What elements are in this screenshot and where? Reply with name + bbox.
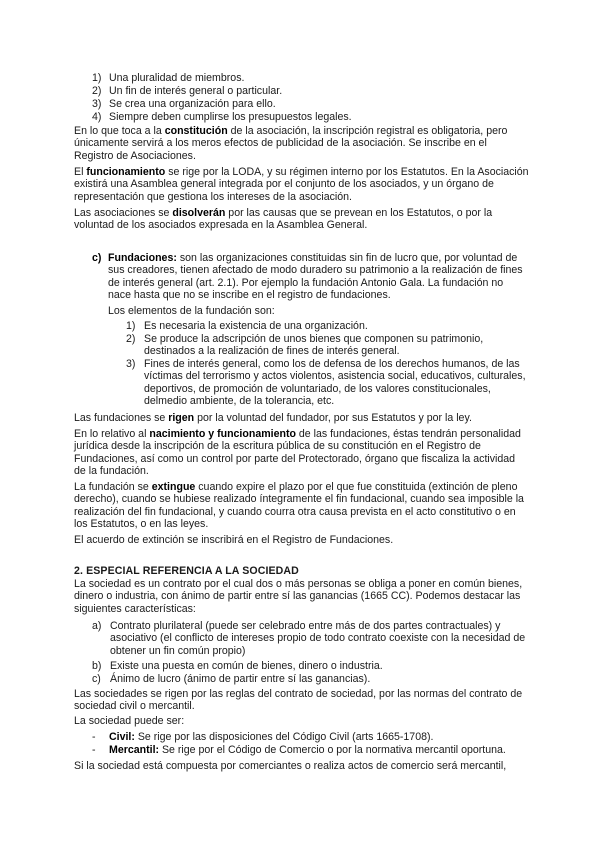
list-item bbox=[92, 98, 276, 110]
list-number: 2) bbox=[92, 85, 102, 97]
list-text: Se produce la adscripción de unos bienes que componen su patrimonio, destinados a la realización de fines de interés general. bbox=[144, 333, 484, 358]
list-item bbox=[92, 85, 283, 97]
paragraph-constitucion: En lo que toca a la constitución de la asociación, la inscripción registral es obligatoria, pero únicamente servirá a los meros efectos de publicidad de la asociación. Se inscribe en el Registro de Asociaciones. bbox=[74, 125, 508, 162]
list-item bbox=[126, 358, 531, 408]
list-number: a) bbox=[92, 620, 102, 632]
list-text: Es necesaria la existencia de una organización. bbox=[144, 320, 368, 332]
list-text: Existe una puesta en común de bienes, dinero o industria. bbox=[110, 660, 383, 672]
list-number: 2) bbox=[126, 333, 136, 345]
list-text: Una pluralidad de miembros. bbox=[109, 72, 245, 84]
paragraph-fundaciones: Fundaciones: son las organizaciones constituidas sin fin de lucro que, por voluntad de sus creadores, tienen afectado de modo duradero su patrimonio a la realización de fines de interés general (art. 2.1). Por ejemplo la fundación Antonio Gala. La fundación no nace hasta que no se inscribe en el registro de fundaciones. bbox=[108, 252, 523, 302]
fund-elements-intro: Los elementos de la fundación son: bbox=[108, 305, 275, 317]
list-dash: - bbox=[92, 744, 96, 756]
paragraph-nacimiento: En lo relativo al nacimiento y funcionamiento de las fundaciones, éstas tendrán personalidad jurídica desde la inscripción de la escritura pública de su constitución en el Registro de Fundaciones, así como un control por parte del Protectorado, órgano que fiscaliza la actividad de la fundación. bbox=[74, 428, 521, 478]
list-dash: - bbox=[92, 731, 96, 743]
list-item bbox=[126, 320, 531, 332]
fund-marker: c) bbox=[92, 252, 102, 264]
paragraph-reglas: Las sociedades se rigen por las reglas del contrato de sociedad, por las normas del contrato de sociedad civil o mercantil. bbox=[74, 688, 523, 713]
paragraph-rigen: Las fundaciones se rigen por la voluntad del fundador, por sus Estatutos y por la ley. bbox=[74, 412, 472, 424]
list-number: b) bbox=[92, 660, 102, 672]
list-text: Siempre deben cumplirse los presupuestos legales. bbox=[109, 111, 352, 123]
list-text: Contrato plurilateral (puede ser celebrado entre más de dos partes contractuales) y asociativo (el conflicto de intereses propio de todo contrato coexiste con la necesidad de obtener un fin común propio) bbox=[110, 620, 526, 657]
list-text: Fines de interés general, como los de defensa de los derechos humanos, de las víctimas del terrorismo y actos violentos, asistencia social, educativos, culturales, deportivos, de promoción de voluntariado, de los valores constitucionales, delmedio ambiente, de la tolerancia, etc. bbox=[144, 358, 526, 408]
list-text: Se crea una organización para ello. bbox=[109, 98, 276, 110]
list-item bbox=[92, 673, 530, 685]
list-item bbox=[92, 660, 530, 672]
paragraph-extingue: La fundación se extingue cuando expire el plazo por el que fue constituida (extinción de pleno derecho), cuando se hubiese realizado íntegramente el fin fundacional, cuando sea imposible la realización del fin fundacional, y cuando courra otra causa prevista en el acto constitutivo o en los Estatutos, o en las leyes. bbox=[74, 481, 524, 531]
list-number: 3) bbox=[92, 98, 102, 110]
list-item bbox=[92, 620, 530, 657]
list-number: 3) bbox=[126, 358, 136, 370]
list-item bbox=[92, 111, 352, 123]
list-item: - Mercantil: Se rige por el Código de Comercio o por la normativa mercantil oportuna. bbox=[92, 744, 506, 756]
list-item bbox=[92, 72, 245, 84]
list-text: Ánimo de lucro (ánimo de partir entre sí las ganancias). bbox=[110, 673, 371, 685]
list-number: 4) bbox=[92, 111, 102, 123]
paragraph-last: Si la sociedad está compuesta por comerciantes o realiza actos de comercio será mercantil, bbox=[74, 760, 507, 772]
list-number: c) bbox=[92, 673, 101, 685]
paragraph-sociedad-intro: La sociedad es un contrato por el cual dos o más personas se obliga a poner en común bienes, dinero o industria, con ánimo de partir entre sí las ganancias (1665 CC). Podemos destacar las siguientes características: bbox=[74, 578, 523, 615]
paragraph-puede-ser: La sociedad puede ser: bbox=[74, 715, 185, 727]
list-text: Un fin de interés general o particular. bbox=[109, 85, 283, 97]
list-item: - Civil: Se rige por las disposiciones del Código Civil (arts 1665-1708). bbox=[92, 731, 434, 743]
list-number: 1) bbox=[92, 72, 102, 84]
list-item bbox=[126, 333, 531, 358]
list-number: 1) bbox=[126, 320, 136, 332]
section-heading: 2. ESPECIAL REFERENCIA A LA SOCIEDAD bbox=[74, 565, 299, 577]
paragraph-disolucion: Las asociaciones se disolverán por las causas que se prevean en los Estatutos, o por la voluntad de los asociados expresada en la Asamblea General. bbox=[74, 207, 493, 232]
paragraph-acuerdo: El acuerdo de extinción se inscribirá en el Registro de Fundaciones. bbox=[74, 534, 394, 546]
paragraph-funcionamiento: El funcionamiento se rige por la LODA, y su régimen interno por los Estatutos. En la Asociación existirá una Asamblea general integrada por el conjunto de los asociados, y un órgano de representación que gestiona los intereses de la asociación. bbox=[74, 166, 529, 203]
